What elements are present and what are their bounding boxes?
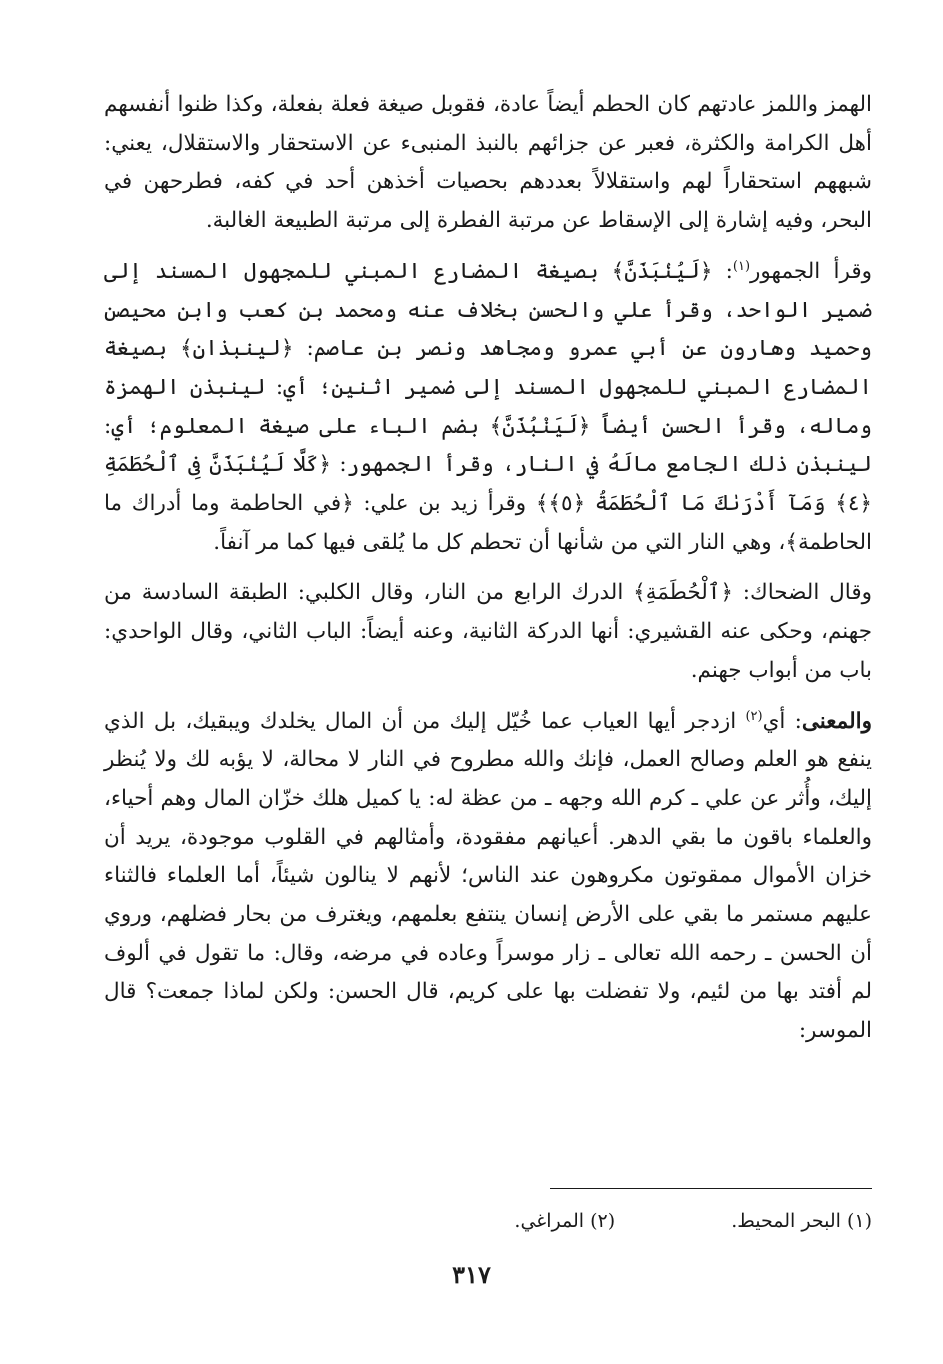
paragraph-4-text: ازدجر أيها العياب عما خُيّل إليك من أن المال يخلدك ويبقيك، بل الذي ينفع هو العلم وصالح العمل، فإنك والله مطروح في النار لا محالة، لا يؤبه لك ولا يُنظر إليك، وأُثر عن علي ـ كرم الله وجهه ـ من عظة له: يا كميل هلك خزّان المال وهم أحياء، والعلماء باقون ما بقي الدهر. أعيانهم مفقودة، وأمثالهم في القلوب موجودة، يريد أن خزان الأموال ممقوتون مكروهون عند الناس؛ لأنهم لا ينالون شيئاً، أما العلماء فالثناء عليهم مستمر ما بقي على الأرض إنسان ينتفع بعلمهم، ويغترف من بحار فضلهم، وروي أن الحسن ـ رحمه الله تعالى ـ زار موسراً وعاده في مرضه، وقال: ما تقول في ألوف لم أفتد بها من لئيم، ولا تفضلت بها على كريم، قال الحسن: ولكن لماذا جمعت؟ قال الموسر: xyxy=(104,708,872,1044)
paragraph-2-lead: وقرأ الجمهور xyxy=(750,258,872,284)
footnote-marker-1[interactable]: (١) xyxy=(732,258,751,274)
paragraph-2 xyxy=(104,253,872,563)
paragraph-3-text: وقال الضحاك: ﴿ٱلْحُطَمَةِ﴾ الدرك الرابع من النار، وقال الكلبي: الطبقة السادسة من جهنم، وحكى عنه القشيري: أنها الدركة الثانية، وعنه أيضاً: الباب الثاني، وقال الواحدي: باب من أبواب جهنم. xyxy=(104,580,872,683)
paragraph-3 xyxy=(104,574,872,690)
paragraph-1 xyxy=(104,86,872,241)
footnote-divider xyxy=(550,1188,872,1189)
paragraph-4-lead: : أي xyxy=(762,708,802,734)
paragraph-2-text: : ﴿لَيُنۢبَذَنَّ﴾ بصيغة المضارع المبني للمجهول المسند إلى ضمير الواحد، وقرأ علي والحسن بخلاف عنه ومحمد بن كعب وابن محيصن وحميد وهارون عن أبي عمرو ومجاهد ونصر بن عاصم: ﴿لينبذانِ﴾ بصيغة المضارع المبني للمجهول المسند إلى ضمير اثنين؛ أي: لينبذن الهمزة وماله، وقرأ الحسن أيضاً ﴿لَيَنْبُذَنَّ﴾ بضم الباء على صيغة المعلوم؛ أي: لينبذن ذلك الجامع مالَهُ في النار، وقرأ الجمهور: ﴿كَلَّا لَيُنۢبَذَنَّ فِى ٱلْحُطَمَةِ ﴿٤﴾ وَمَآ أَدْرَىٰكَ مَا ٱلْحُطَمَةُ ﴿٥﴾﴾ وقرأ زيد بن علي: ﴿في الحاطمة وما أدراك ما الحاطمة﴾، وهي النار التي من شأنها أن تحطم كل ما يُلقى فيها كما مر آنفاً. xyxy=(104,258,872,555)
footnotes xyxy=(104,1206,872,1236)
page-body xyxy=(104,86,872,1063)
page-number: ٣١٧ xyxy=(452,1260,491,1289)
paragraph-1-text: الهمز واللمز عادتهم كان الحطم أيضاً عادة، فقوبل صيغة فعلة بفعلة، وكذا ظنوا أنفسهم أهل الكرامة والكثرة، فعبر عن جزائهم بالنبذ المنبىء عن الاستحقار والاستقلال، يعني: شبههم استحقاراً لهم واستقلالاً بعددهم بحصيات أخذهن أحد في كفه، فطرحهن في البحر، وفيه إشارة إلى الإسقاط عن مرتبة الفطرة إلى مرتبة الطبيعة الغالبة. xyxy=(104,92,872,234)
paragraph-4 xyxy=(104,703,872,1051)
footnote-marker-2[interactable]: (٢) xyxy=(745,708,763,724)
footnote-2: (٢) المراغي. xyxy=(514,1210,616,1232)
paragraph-4-label: والمعنى xyxy=(801,708,872,734)
footnote-1: (١) البحر المحيط. xyxy=(731,1210,872,1232)
